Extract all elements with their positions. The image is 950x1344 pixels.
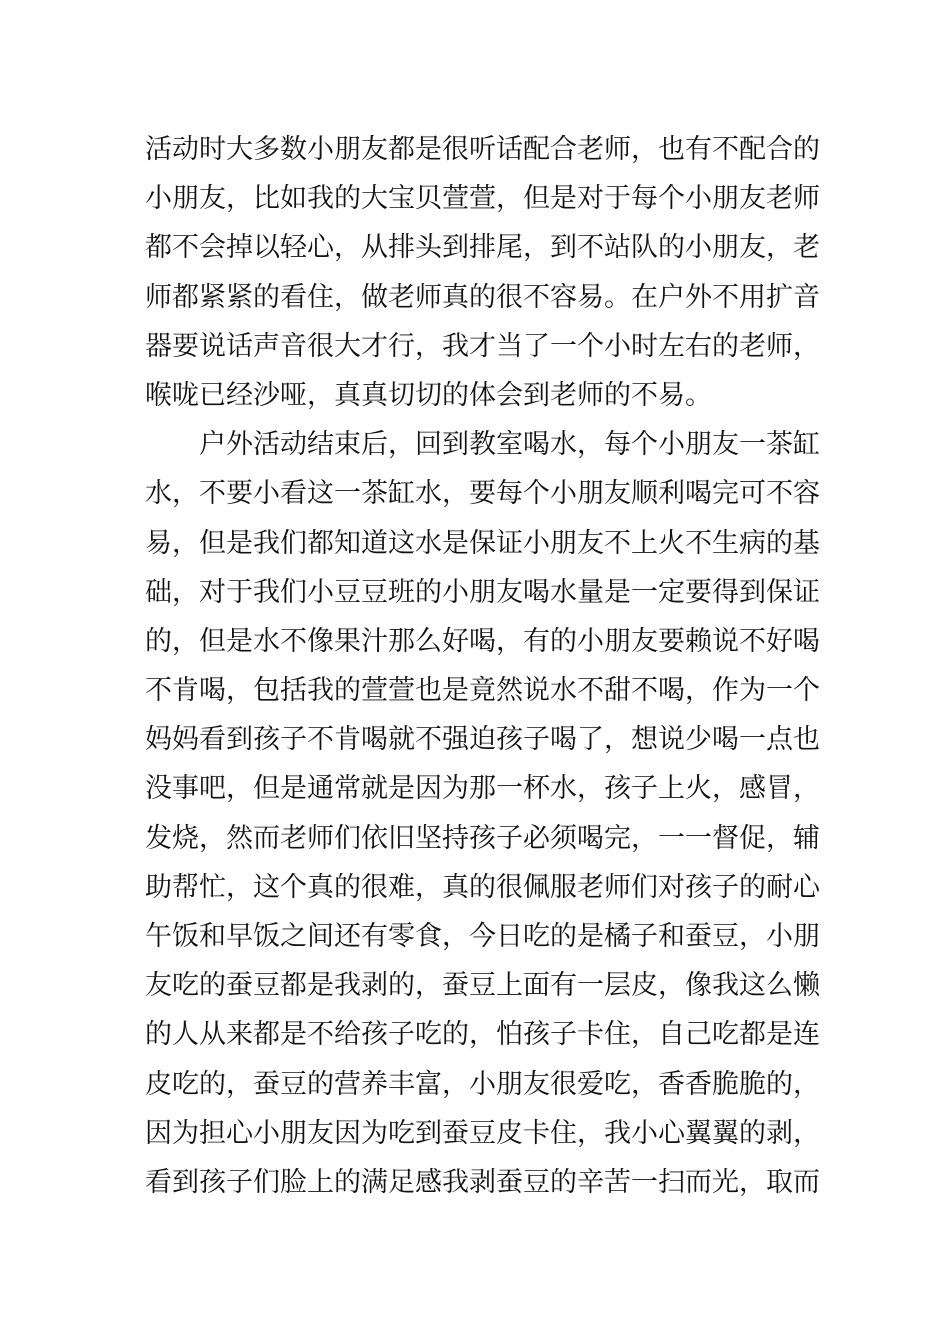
text-line: 的，但是水不像果汁那么好喝，有的小朋友要赖说不好喝: [145, 625, 820, 657]
text-line: 器要说话声音很大才行，我才当了一个小时左右的老师，: [145, 330, 820, 362]
text-line: 喉咙已经沙哑，真真切切的体会到老师的不易。: [145, 379, 712, 411]
text-line: 易，但是我们都知道这水是保证小朋友不上火不生病的基: [145, 527, 820, 559]
text-line: 因为担心小朋友因为吃到蚕豆皮卡住，我小心翼翼的剥，: [145, 1117, 820, 1149]
text-line: 户外活动结束后，回到教室喝水，每个小朋友一茶缸: [199, 429, 820, 461]
text-line: 皮吃的，蚕豆的营养丰富，小朋友很爱吃，香香脆脆的，: [145, 1068, 820, 1100]
text-line: 看到孩子们脸上的满足感我剥蚕豆的辛苦一扫而光，取而: [145, 1166, 820, 1198]
text-line: 小朋友，比如我的大宝贝萱萱，但是对于每个小朋友老师: [145, 183, 820, 215]
text-line: 助帮忙，这个真的很难，真的很佩服老师们对孩子的耐心: [145, 871, 820, 903]
text-line: 不肯喝，包括我的萱萱也是竟然说水不甜不喝，作为一个: [145, 675, 820, 707]
text-line: 发烧，然而老师们依旧坚持孩子必须喝完，一一督促，辅: [145, 822, 820, 854]
text-line: 没事吧，但是通常就是因为那一杯水，孩子上火，感冒，: [145, 773, 820, 805]
paragraph-2: [145, 420, 820, 1207]
body-text: [145, 125, 820, 1207]
text-line: 础，对于我们小豆豆班的小朋友喝水量是一定要得到保证: [145, 576, 820, 608]
text-line: 妈妈看到孩子不肯喝就不强迫孩子喝了，想说少喝一点也: [145, 724, 820, 756]
text-line: 友吃的蚕豆都是我剥的，蚕豆上面有一层皮，像我这么懒: [145, 970, 820, 1002]
text-line: 都不会掉以轻心，从排头到排尾，到不站队的小朋友，老: [145, 232, 820, 264]
text-line: 师都紧紧的看住，做老师真的很不容易。在户外不用扩音: [145, 281, 820, 313]
text-line: 活动时大多数小朋友都是很听话配合老师，也有不配合的: [145, 134, 820, 165]
text-line: 的人从来都是不给孩子吃的，怕孩子卡住，自己吃都是连: [145, 1019, 820, 1051]
text-line: 水，不要小看这一茶缸水，要每个小朋友顺利喝完可不容: [145, 478, 820, 510]
text-line: 午饭和早饭之间还有零食，今日吃的是橘子和蚕豆，小朋: [145, 921, 820, 952]
paragraph-1: [145, 125, 820, 420]
